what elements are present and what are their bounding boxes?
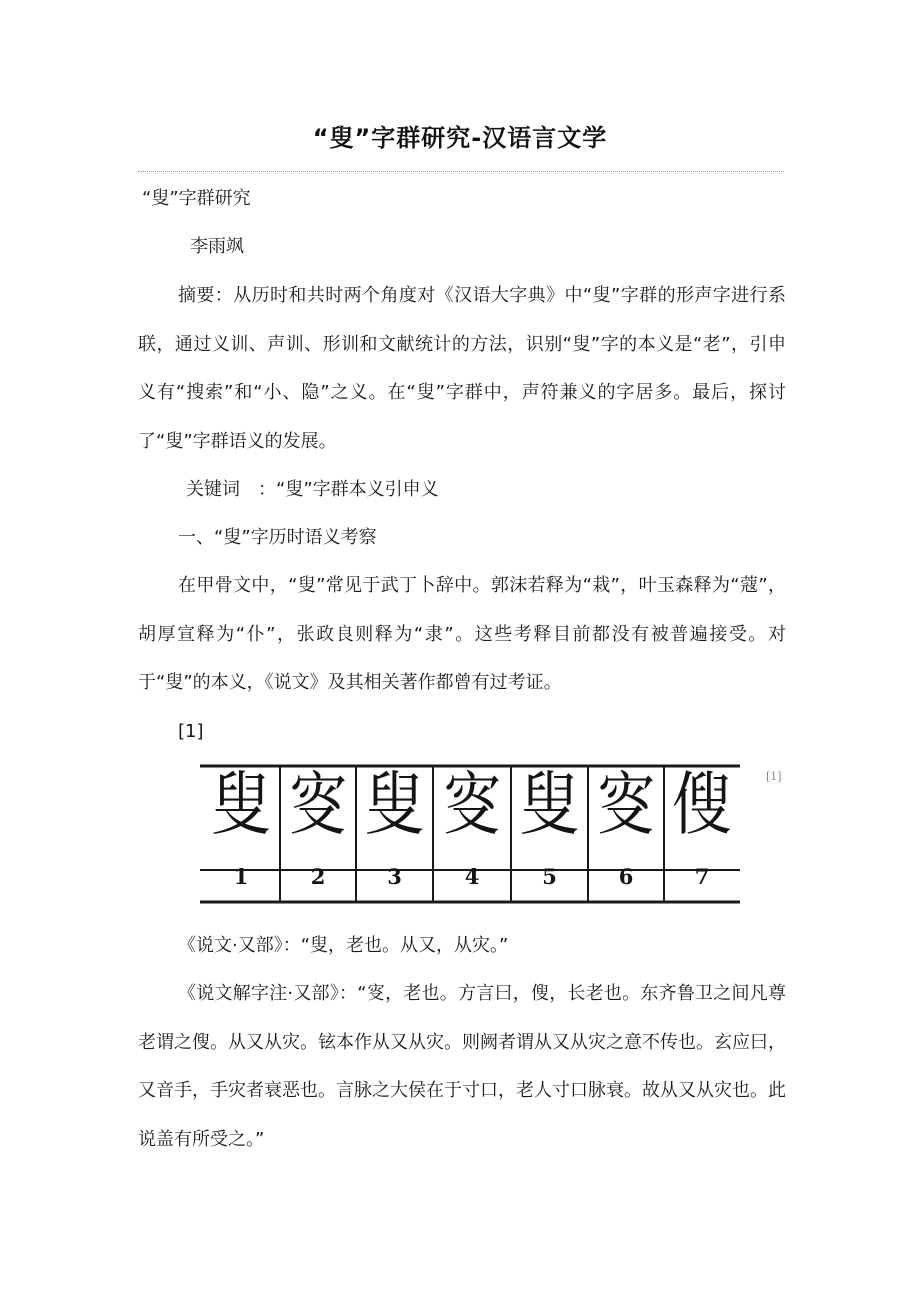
seal-glyph-cell [356,762,433,902]
seal-glyph-number: 3 [387,864,402,889]
seal-glyph-cell [511,762,588,902]
seal-glyph-number: 6 [618,864,634,889]
seal-glyph-cell [280,762,356,902]
seal-glyph: 叜 [442,764,502,846]
article-subtitle: “叟”字群研究 [142,188,251,209]
seal-glyph-cell [664,762,740,902]
reference-marker: [1] [178,721,204,742]
author-name: 李雨飒 [190,236,244,257]
seal-glyph-cell [588,762,664,902]
quote-shuowen-jiezi-zhu: 《说文解字注·又部》：“叜，老也。方言曰，傁，长老也。东齐鲁卫之间凡尊老谓之傁。从又从灾。铉本作从又从灾。则阙者谓从又从灾之意不传也。玄应曰，又音手，手灾者衰恶也。言脉之大侯在于寸口，老人寸口脉衰。故从又从灾也。此说盖有所受之。” [138,983,786,1150]
seal-script-figure [200,762,782,908]
seal-glyph-number: 1 [233,864,249,889]
seal-glyph: 叟 [519,764,580,846]
seal-glyph: 叟 [364,764,425,846]
section-heading: 一、“叟”字历时语义考察 [178,527,377,548]
page-title: “叟”字群研究-汉语言文学 [312,124,608,152]
seal-glyph: 叟 [211,764,271,846]
quote-shuowen: 《说文·又部》：“叟，老也。从又，从灾。” [178,935,509,956]
title-divider [138,171,784,172]
seal-glyph-number: 4 [464,864,480,889]
seal-glyph-number: 7 [694,864,710,889]
figure-reference-marker: [1] [766,770,782,783]
seal-glyph-cell [433,762,511,902]
seal-glyph: 叜 [288,764,348,846]
seal-glyph-cell [202,762,280,902]
seal-glyph-number: 5 [542,864,557,889]
abstract-paragraph: 摘要：从历时和共时两个角度对《汉语大字典》中“叟”字群的形声字进行系联，通过义训、声训、形训和文献统计的方法，识别“叟”字的本义是“老”，引申义有“搜索”和“小、隐”之义。在“叟”字群中，声符兼义的字居多。最后，探讨了“叟”字群语义的发展。 [138,285,786,452]
section1-paragraph: 在甲骨文中，“叟”常见于武丁卜辞中。郭沫若释为“栽”，叶玉森释为“蔻”，胡厚宣释为“仆”，张政良则释为“隶”。这些考释目前都没有被普遍接受。对于“叟”的本义，《说文》及其相关著作都曾有过考证。 [138,575,786,693]
seal-glyph: 叜 [596,764,656,846]
keywords-line: 关键词 ：“叟”字群本义引申义 [186,479,439,500]
seal-glyph: 傁 [672,764,732,846]
seal-glyph-number: 2 [310,864,326,889]
